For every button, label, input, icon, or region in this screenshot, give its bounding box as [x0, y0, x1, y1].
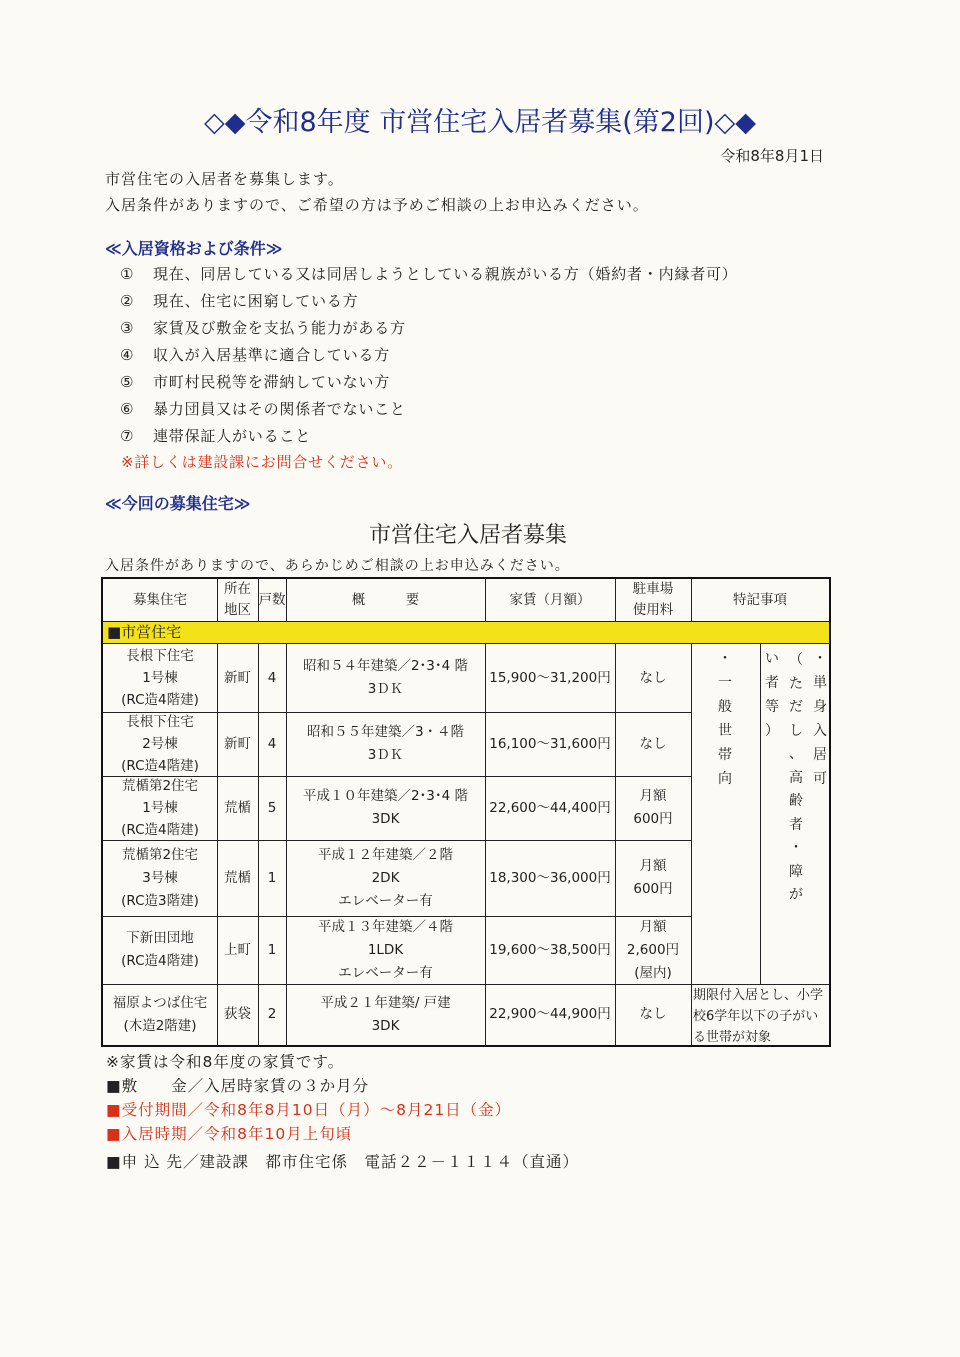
summary-line: 1LDK: [367, 941, 404, 958]
row-summary: [286, 916, 485, 984]
special-char: 等: [765, 699, 779, 715]
summary-line: 平成１０年建築／2･3･4 階: [302, 788, 469, 804]
special-char: 般: [718, 699, 732, 715]
special-char: 高: [789, 769, 803, 786]
special-char: 入: [813, 723, 827, 739]
special-char: ）: [765, 723, 779, 739]
header-units: 戸数: [258, 591, 286, 608]
header-rent: 家賃（月額）: [509, 591, 591, 608]
grid-line: [691, 579, 692, 621]
special-col-1: [715, 647, 735, 791]
table-row: [103, 840, 217, 916]
condition-text: 暴力団員又はその関係者でないこと: [153, 400, 406, 418]
row-name: 2号棟: [142, 736, 178, 752]
special-char: た: [789, 675, 803, 692]
grid-line: [760, 644, 761, 984]
condition-item: [120, 371, 390, 392]
row-name: (RC造4階建): [121, 822, 199, 838]
header-notes: 特記事項: [733, 591, 787, 608]
row-name: 荒楯第2住宅: [121, 778, 199, 794]
table-row: [103, 712, 217, 776]
condition-number: ④: [120, 346, 135, 364]
condition-number: ⑦: [120, 427, 135, 445]
condition-item: [120, 317, 406, 338]
row-summary: [286, 984, 485, 1045]
special-col-4: [810, 647, 830, 791]
apply-contact: ■申 込 先／建設課 都市住宅係 電話２２－１１１４（直通）: [106, 1153, 580, 1171]
special-char: 身: [813, 699, 827, 715]
parking-line: 2,600円: [626, 941, 680, 958]
special-col-2: [762, 647, 782, 743]
special-char: ・: [718, 651, 732, 667]
special-char: 齢: [789, 793, 803, 809]
row-area: 上町: [224, 941, 251, 958]
table-row: [103, 644, 217, 712]
table-note: 入居条件がありますので、あらかじめご相談の上お申込みください。: [105, 558, 570, 574]
parking-line: 月額: [639, 858, 667, 874]
row-area: 荻袋: [224, 1006, 251, 1022]
parking-line: 月額: [639, 918, 667, 935]
condition-text: 現在、同居している又は同居しようとしている親族がいる方（婚約者・内縁者可）: [153, 265, 738, 283]
special-char: い: [765, 651, 779, 667]
row-name: 長根下住宅: [126, 714, 194, 730]
row-name: 下新田団地: [126, 930, 194, 946]
conditions-heading: ≪入居資格および条件≫: [105, 239, 283, 258]
header-name: 募集住宅: [133, 591, 187, 608]
deposit-line: ■敷 金／入居時家賃の３か月分: [106, 1077, 370, 1095]
summary-line: 平成１２年建築／２階: [318, 846, 453, 863]
category-label: ■市営住宅: [107, 623, 182, 641]
header-parking-2: 使用料: [632, 602, 674, 618]
parking-line: (屋内): [634, 964, 672, 981]
parking-line: 600円: [633, 811, 673, 827]
header-area-1: 所在: [224, 581, 251, 597]
condition-text: 市町村民税等を滞納していない方: [153, 373, 391, 391]
grid-line: [286, 579, 287, 621]
summary-line: 2DK: [371, 869, 400, 886]
page-title: ◇◆令和8年度 市営住宅入居者募集(第2回)◇◆: [203, 107, 757, 138]
grid-line: [258, 579, 259, 621]
header-parking: [615, 579, 691, 621]
special-char: ・: [813, 651, 827, 667]
application-period: ■受付期間／令和8年8月10日（月）～8月21日（金）: [106, 1101, 512, 1119]
row-name: 長根下住宅: [126, 648, 194, 664]
condition-number: ⑤: [120, 373, 135, 391]
row-parking: なし: [639, 1006, 667, 1022]
special-char: 帯: [718, 747, 732, 763]
row-rent: 22,600～44,400円: [489, 799, 611, 816]
row-area: 荒楯: [224, 869, 251, 886]
header-area: [217, 579, 258, 621]
row-parking: [615, 916, 691, 984]
row-parking: なし: [639, 669, 667, 686]
special-char: 一: [718, 675, 732, 691]
header-summary: 概 要: [351, 591, 420, 608]
summary-line: 3ＤＫ: [367, 747, 404, 763]
category-band: [103, 621, 829, 644]
row-units: 4: [267, 735, 277, 752]
special-char: 居: [813, 747, 827, 763]
summary-line: 昭和５４年建築／2･3･4 階: [302, 658, 469, 674]
condition-text: 現在、住宅に困窮している方: [153, 292, 359, 310]
condition-number: ⑥: [120, 400, 135, 418]
summary-line: 昭和５５年建築／3・４階: [306, 724, 465, 740]
row-area: 新町: [224, 669, 251, 686]
housing-heading: ≪今回の募集住宅≫: [105, 494, 251, 513]
row-name: 1号棟: [142, 800, 178, 816]
condition-item: [120, 290, 358, 311]
row-name: 福原よつば住宅: [112, 994, 208, 1011]
grid-line: [615, 579, 616, 621]
grid-line: [103, 840, 691, 841]
grid-line: [217, 579, 218, 621]
row-area: 新町: [224, 735, 251, 752]
grid-line: [485, 579, 486, 621]
row-units: 2: [267, 1006, 277, 1022]
table-title: 市営住宅入居者募集: [368, 523, 567, 548]
intro-line-1: 市営住宅の入居者を募集します。: [105, 170, 344, 188]
table-row: [103, 984, 217, 1045]
row-rent: 19,600～38,500円: [489, 941, 611, 958]
special-char: 向: [718, 771, 732, 787]
special-char: が: [789, 887, 803, 903]
grid-line: [103, 916, 691, 917]
summary-line: エレベーター有: [338, 964, 433, 981]
row-rent: 18,300～36,000円: [489, 869, 611, 886]
grid-line: [103, 984, 829, 985]
summary-line: 3DK: [371, 811, 400, 827]
row-parking: [615, 840, 691, 916]
summary-line: エレベーター有: [338, 892, 433, 909]
condition-item: [120, 263, 738, 284]
summary-line: 平成２１年建築/ 戸建: [320, 994, 451, 1011]
grid-line: [103, 712, 691, 713]
special-char: 者: [789, 816, 803, 833]
row-name: (RC造4階建): [121, 758, 199, 774]
row-special-note: 期限付入居とし、小学校6学年以下の子がいる世帯が対象: [693, 988, 824, 1045]
row-units: 4: [267, 669, 277, 686]
summary-line: 平成１３年建築／４階: [318, 918, 453, 935]
conditions-note: ※詳しくは建設課にお問合せください。: [121, 453, 403, 471]
row-summary: [286, 840, 485, 916]
rent-note: ※家賃は令和8年度の家賃です。: [106, 1053, 345, 1071]
condition-text: 連帯保証人がいること: [153, 427, 312, 445]
condition-number: ③: [120, 319, 135, 337]
summary-line: 3ＤＫ: [367, 681, 404, 697]
grid-line: [103, 776, 691, 777]
special-char: 障: [789, 863, 803, 880]
row-name: (RC造4階建): [121, 953, 199, 969]
table-row: [103, 776, 217, 840]
condition-item: [120, 425, 311, 446]
condition-number: ①: [120, 265, 135, 283]
row-units: 1: [267, 941, 277, 958]
row-parking: なし: [639, 735, 667, 752]
row-summary: [286, 644, 485, 712]
table-row: [103, 916, 217, 984]
summary-line: 3DK: [371, 1017, 400, 1034]
intro-line-2: 入居条件がありますので、ご希望の方は予めご相談の上お申込みください。: [105, 196, 649, 214]
special-char: 単: [813, 675, 827, 691]
row-area: 荒楯: [224, 799, 251, 816]
row-name: (RC造3階建): [121, 892, 199, 909]
special-char: ・: [789, 840, 803, 856]
row-name: (RC造4階建): [121, 692, 199, 708]
row-units: 5: [267, 799, 277, 816]
housing-table: [101, 577, 831, 1047]
row-summary: [286, 776, 485, 840]
row-rent: 22,900～44,900円: [489, 1006, 611, 1022]
special-char: 可: [813, 771, 827, 787]
special-col-3: [786, 649, 806, 908]
condition-item: [120, 344, 390, 365]
condition-text: 家賃及び敷金を支払う能力がある方: [153, 319, 406, 337]
header-parking-1: 駐車場: [632, 581, 674, 597]
condition-number: ②: [120, 292, 135, 310]
row-summary: [286, 712, 485, 776]
row-units: 1: [267, 869, 277, 886]
row-rent: 15,900～31,200円: [489, 669, 611, 686]
condition-item: [120, 398, 406, 419]
row-name: 1号棟: [142, 670, 178, 686]
row-name: 荒楯第2住宅: [121, 846, 199, 863]
special-char: （: [789, 652, 803, 668]
row-name: 3号棟: [142, 869, 178, 886]
condition-text: 収入が入居基準に適合している方: [153, 346, 391, 364]
issue-date: 令和8年8月1日: [720, 147, 824, 165]
parking-line: 月額: [639, 788, 667, 804]
move-in-period: ■入居時期／令和8年10月上旬頃: [106, 1125, 353, 1143]
row-parking: [615, 776, 691, 840]
special-char: し: [789, 722, 803, 739]
row-rent: 16,100～31,600円: [489, 735, 611, 752]
special-char: 世: [718, 723, 732, 739]
special-char: 者: [765, 675, 779, 691]
row-name: (木造2階建): [123, 1017, 197, 1034]
special-char: 、: [789, 746, 803, 762]
parking-line: 600円: [633, 881, 673, 897]
special-char: だ: [789, 699, 803, 715]
header-area-2: 地区: [224, 602, 251, 618]
